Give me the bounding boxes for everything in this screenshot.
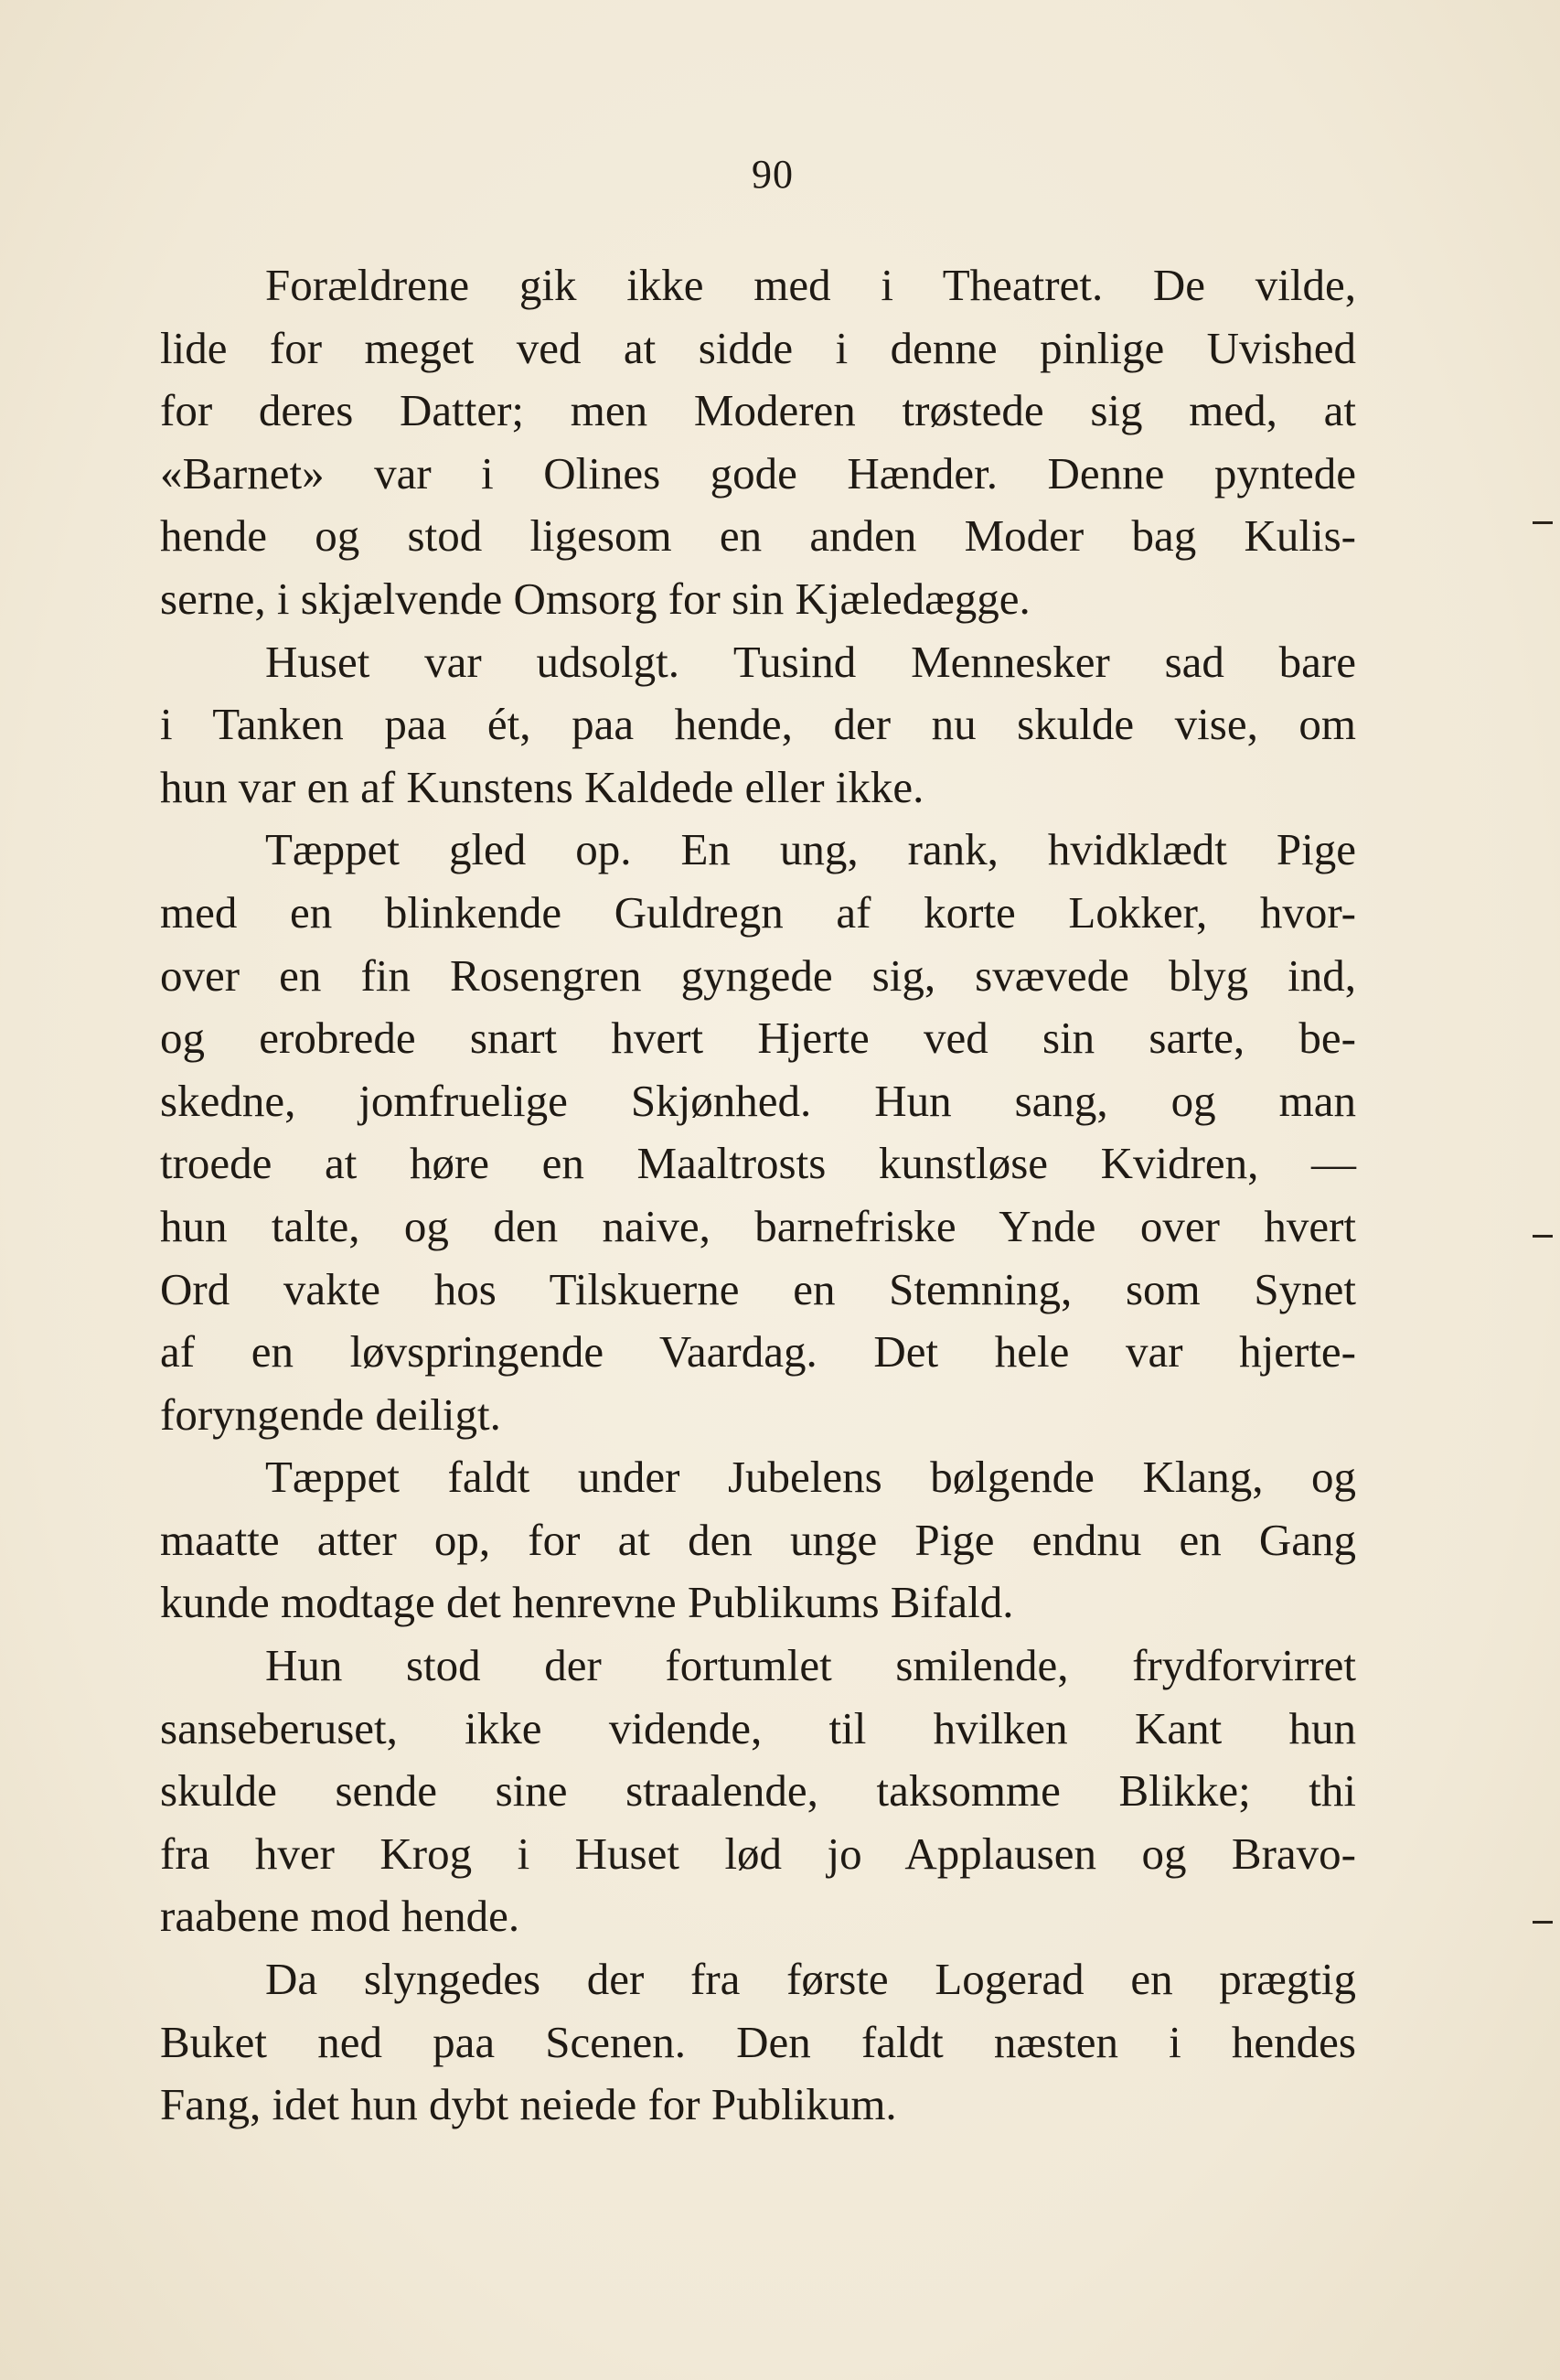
text-line: af en løvspringende Vaardag. Det hele var hjerte- (160, 1326, 1356, 1378)
text-line: Da slyngedes der fra første Logerad en prægtig (265, 1954, 1356, 2005)
text-line: hun var en af Kunstens Kaldede eller ikke. (160, 761, 924, 812)
text-line: hende og stod ligesom en anden Moder bag Kulis- (160, 510, 1356, 562)
text-line: Forældrene gik ikke med i Theatret. De vilde, (265, 260, 1356, 310)
text-line: Tæppet faldt under Jubelens bølgende Klang, og (265, 1452, 1356, 1503)
text-line: med en blinkende Guldregn af korte Lokker, hvor- (160, 886, 1356, 938)
margin-mark (1533, 521, 1553, 524)
text-line: skedne, jomfruelige Skjønhed. Hun sang, og man (160, 1075, 1356, 1126)
text-line: serne, i skjælvende Omsorg for sin Kjæledægge. (160, 573, 1031, 624)
text-line: i Tanken paa ét, paa hende, der nu skulde vise, om (160, 699, 1356, 750)
text-line: maatte atter op, for at den unge Pige endnu en Gang (160, 1514, 1356, 1565)
text-line: lide for meget ved at sidde i denne pinlige Uvished (160, 322, 1356, 373)
text-line: troede at høre en Maaltrosts kunstløse Kvidren, — (160, 1138, 1356, 1189)
margin-mark (1533, 1921, 1553, 1924)
text-line: Buket ned paa Scenen. Den faldt næsten i hendes (160, 2016, 1356, 2067)
text-line: Ord vakte hos Tilskuerne en Stemning, som Synet (160, 1263, 1356, 1314)
text-line: for deres Datter; men Moderen trøstede sig med, at (160, 385, 1356, 436)
text-line: fra hver Krog i Huset lød jo Applausen og Bravo- (160, 1828, 1356, 1879)
body-text (160, 254, 1356, 2137)
text-line: Fang, idet hun dybt neiede for Publikum. (160, 2079, 897, 2130)
text-line: «Barnet» var i Olines gode Hænder. Denne pyntede (160, 447, 1356, 499)
text-line: Huset var udsolgt. Tusind Mennesker sad bare (265, 636, 1356, 687)
text-line: hun talte, og den naive, barnefriske Ynde over hvert (160, 1200, 1356, 1251)
text-line: foryngende deiligt. (160, 1388, 501, 1440)
text-line: og erobrede snart hvert Hjerte ved sin sarte, be- (160, 1013, 1356, 1064)
text-line: Hun stod der fortumlet smilende, frydforvirret (265, 1640, 1356, 1691)
page-number: 90 (752, 152, 794, 197)
text-line: sanseberuset, ikke vidende, til hvilken Kant hun (160, 1702, 1356, 1753)
text-line: over en fin Rosengren gyngede sig, svævede blyg ind, (160, 949, 1356, 1001)
margin-mark (1533, 1235, 1553, 1238)
text-line: kunde modtage det henrevne Publikums Bifald. (160, 1577, 1014, 1628)
text-line: Tæppet gled op. En ung, rank, hvidklædt Pige (265, 824, 1356, 875)
text-line: raabene mod hende. (160, 1891, 520, 1942)
text-line: skulde sende sine straalende, taksomme Blikke; thi (160, 1765, 1356, 1817)
